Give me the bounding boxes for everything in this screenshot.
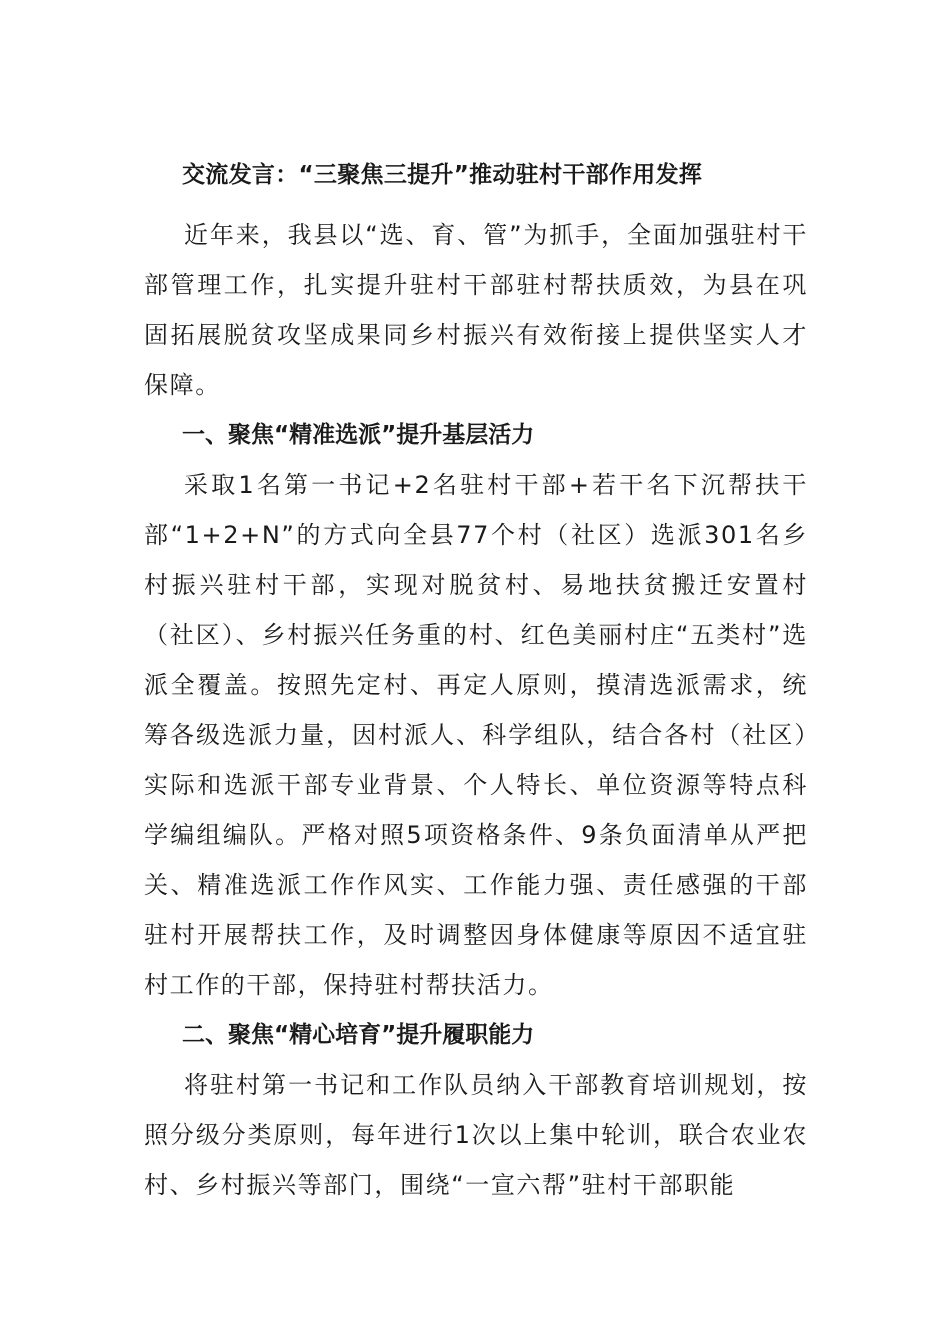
document-title: 交流发言：“三聚焦三提升”推动驻村干部作用发挥 [182, 162, 703, 188]
section-1-paragraph: 采取1名第一书记+2名驻村干部+若干名下沉帮扶干部“1+2+N”的方式向全县77个村（社区）选派301名乡村振兴驻村干部，实现对脱贫村、易地扶贫搬迁安置村（社区）、乡村振兴任务重的村、红色美丽村庄“五类村”选派全覆盖。按照先定村、再定人原则，摸清选派需求，统筹各级选派力量，因村派人、科学组队，结合各村（社区）实际和选派干部专业背景、个人特长、单位资源等特点科学编组编队。严格对照5项资格条件、9条负面清单从严把关、精准选派工作作风实、工作能力强、责任感强的干部驻村开展帮扶工作，及时调整因身体健康等原因不适宜驻村工作的干部，保持驻村帮扶活力。 [144, 471, 808, 999]
intro-paragraph: 近年来，我县以“选、育、管”为抓手，全面加强驻村干部管理工作，扎实提升驻村干部驻村帮扶质效，为县在巩固拓展脱贫攻坚成果同乡村振兴有效衔接上提供坚实人才保障。 [144, 221, 808, 399]
section-2-heading: 二、聚焦“精心培育”提升履职能力 [182, 1022, 535, 1048]
document-body [144, 150, 808, 1210]
section-1-heading: 一、聚焦“精准选派”提升基层活力 [182, 422, 535, 448]
section-2-paragraph: 将驻村第一书记和工作队员纳入干部教育培训规划，按照分级分类原则，每年进行1次以上集中轮训，联合农业农村、乡村振兴等部门，围绕“一宣六帮”驻村干部职能 [144, 1071, 808, 1199]
